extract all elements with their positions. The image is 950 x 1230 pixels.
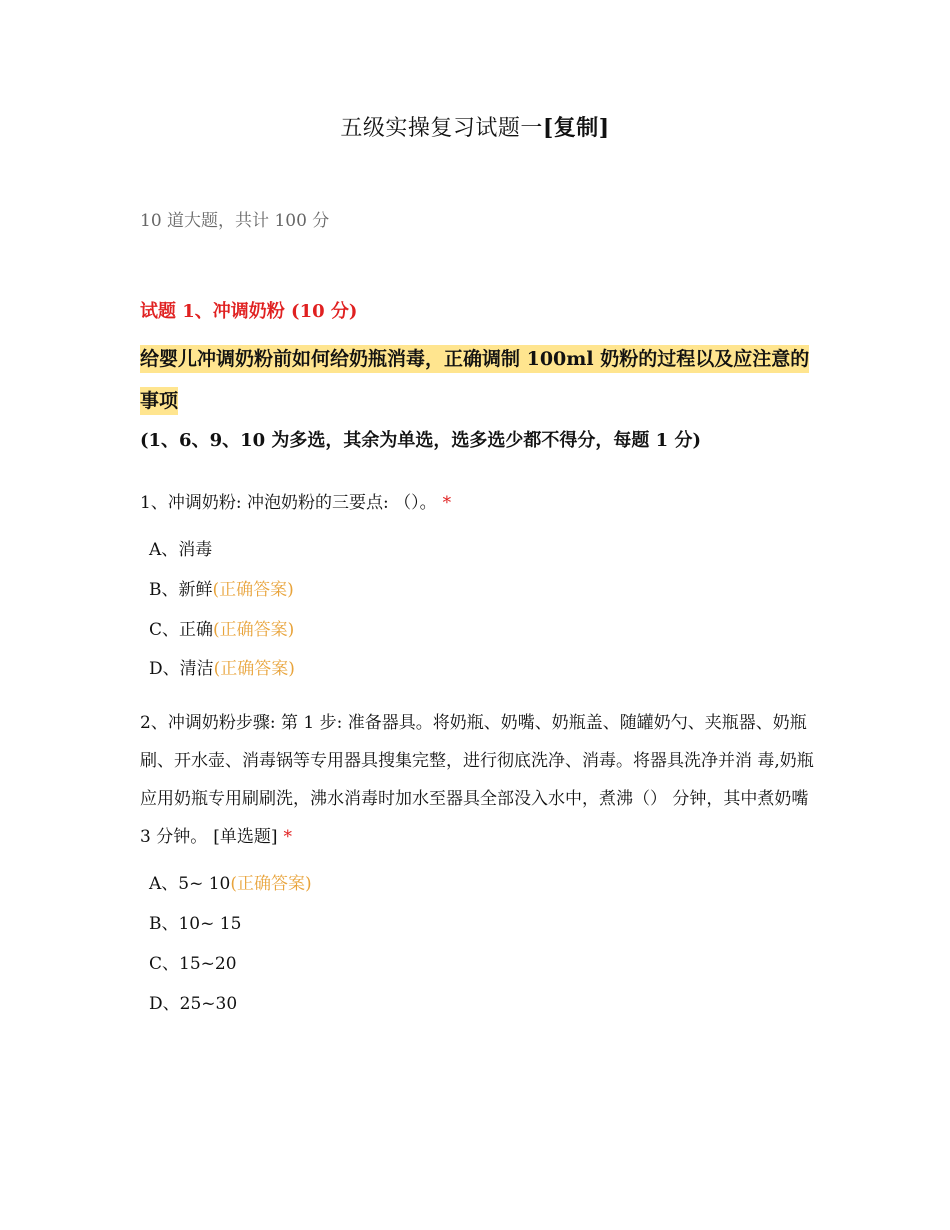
question-1-option-a[interactable] — [149, 537, 212, 563]
document-title-bracket: [复制] — [542, 115, 610, 141]
section-description-highlight: 给婴儿冲调奶粉前如何给奶瓶消毒，正确调制 100ml 奶粉的过程以及应注意的事项 — [140, 345, 809, 415]
section-description — [140, 338, 820, 422]
question-2-text: 2、冲调奶粉步骤: 第 1 步: 准备器具。将奶瓶、奶嘴、奶瓶盖、随罐奶勺、夹瓶器、奶瓶刷、开水壶、消毒锅等专用器具搜集完整，进行彻底洗净、消毒。将器具洗净并消 毒,奶瓶应用奶瓶专用刷刷洗，沸水消毒时加水至器具全部没入水中，煮沸（） 分钟，其中煮奶嘴 3 分钟。 — [140, 713, 814, 847]
option-label: B、新鲜 — [149, 580, 213, 600]
question-1-text: 1、冲调奶粉: 冲泡奶粉的三要点: （）。 — [140, 493, 437, 513]
question-2 — [140, 704, 820, 856]
option-label: D、25~30 — [149, 994, 238, 1014]
required-mark: * — [283, 827, 292, 847]
option-label: D、清洁 — [149, 659, 214, 679]
correct-answer-tag: (正确答案) — [213, 659, 295, 679]
option-label: C、正确 — [149, 620, 214, 640]
question-1-option-d[interactable] — [149, 656, 295, 682]
document-title-main: 五级实操复习试题一 — [340, 116, 543, 141]
question-2-option-b[interactable] — [149, 911, 241, 937]
option-label: A、消毒 — [149, 540, 213, 560]
required-mark: * — [442, 493, 452, 513]
correct-answer-tag: (正确答案) — [230, 874, 312, 894]
correct-answer-tag: (正确答案) — [212, 580, 294, 600]
question-2-option-d[interactable] — [149, 991, 237, 1017]
question-2-option-c[interactable] — [149, 951, 237, 977]
correct-answer-tag: (正确答案) — [213, 620, 295, 640]
question-2-option-a[interactable] — [149, 871, 312, 897]
option-label: A、5~ 10 — [149, 874, 231, 894]
document-title — [0, 112, 950, 145]
section-note: (1、6、9、10 为多选，其余为单选，选多选少都不得分，每题 1 分) — [140, 430, 701, 451]
question-type: [单选题] — [213, 827, 278, 847]
question-1-option-c[interactable] — [149, 617, 294, 643]
option-label: C、15~20 — [149, 954, 237, 974]
question-1-option-b[interactable] — [149, 577, 294, 603]
section-heading: 试题 1、冲调奶粉 (10 分) — [140, 301, 358, 322]
option-label: B、10~ 15 — [149, 914, 242, 934]
question-1 — [140, 484, 820, 522]
exam-summary: 10 道大题，共计 100 分 — [140, 211, 330, 231]
